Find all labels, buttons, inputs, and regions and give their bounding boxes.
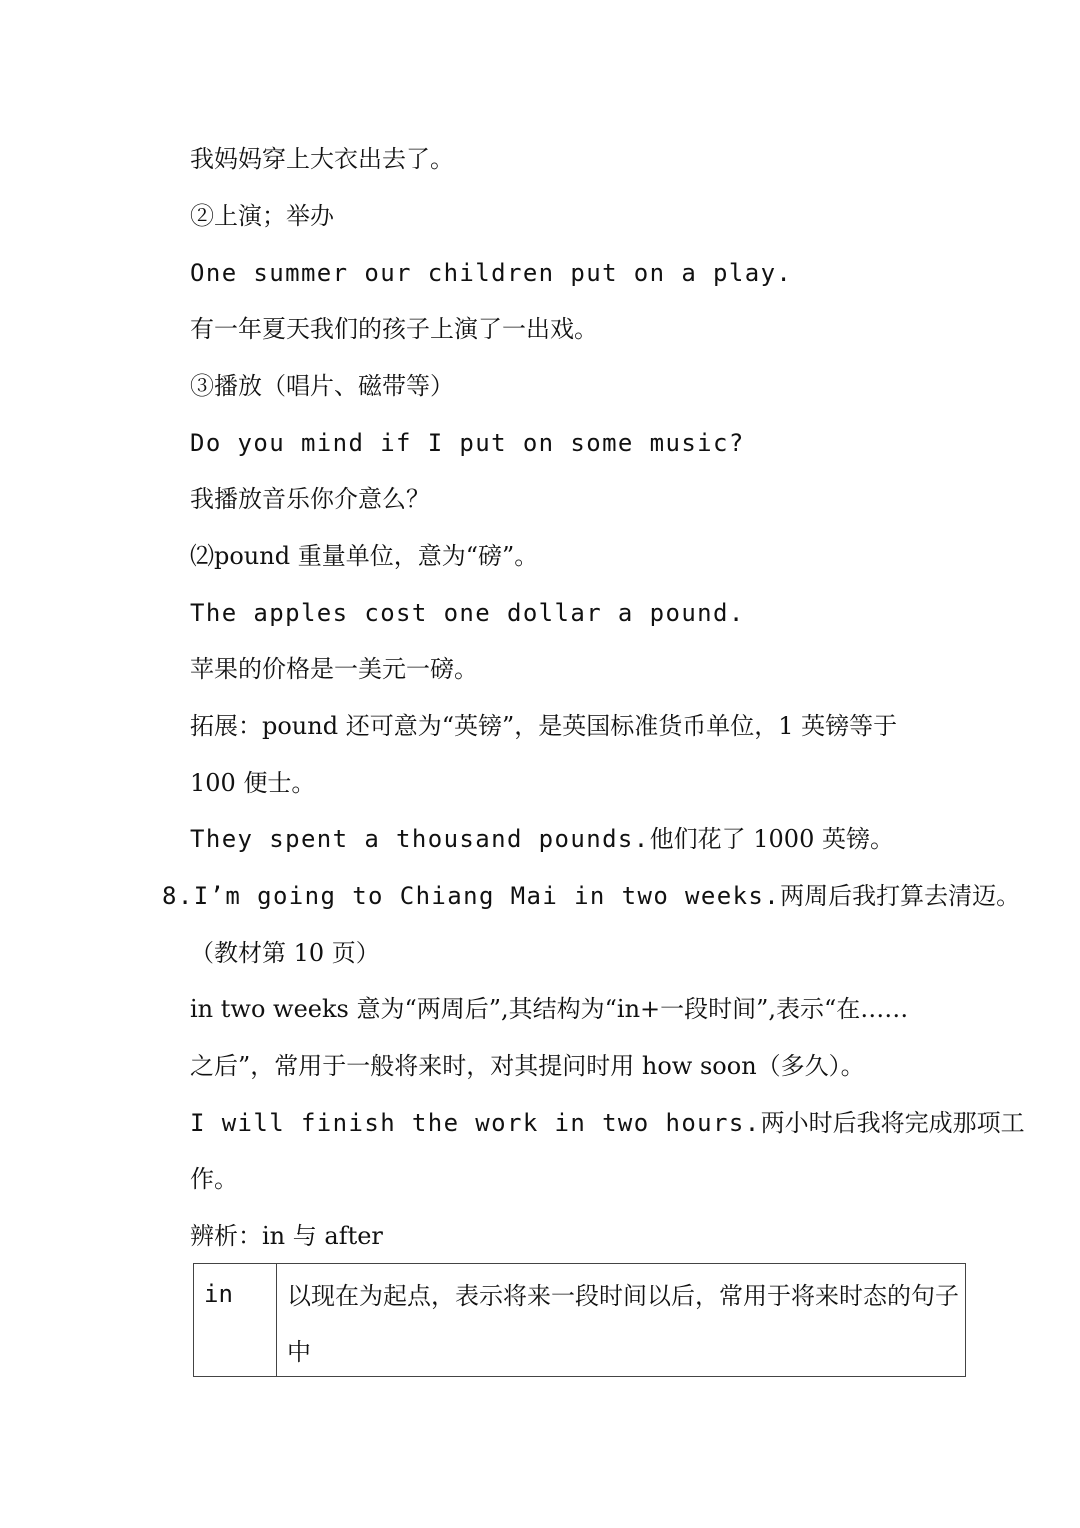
extension-note: 拓展：pound 还可意为“英镑”，是英国标准货币单位，1 英镑等于 xyxy=(190,712,898,740)
example-sentence xyxy=(190,1107,1025,1139)
textbook-reference: （教材第 10 页） xyxy=(190,939,380,967)
example-sentence-zh: 我播放音乐你介意么？ xyxy=(190,485,430,513)
example-sentence xyxy=(190,823,894,855)
item-sentence-en: 8.I’m going to Chiang Mai in two weeks. xyxy=(162,882,781,910)
example-sentence-zh: 两小时后我将完成那项工 xyxy=(760,1109,1025,1137)
example-sentence-en: I will finish the work in two hours. xyxy=(190,1109,761,1137)
example-sentence-en: The apples cost one dollar a pound. xyxy=(190,599,745,627)
extension-note-cont: 100 便士。 xyxy=(190,769,316,797)
example-sentence-en: They spent a thousand pounds. xyxy=(190,825,650,853)
text-line: 我妈妈穿上大衣出去了。 xyxy=(190,145,454,173)
example-sentence-en: Do you mind if I put on some music? xyxy=(190,429,745,457)
table-cell-description: 以现在为起点，表示将来一段时间以后，常用于将来时态的句子中 xyxy=(287,1282,959,1366)
comparison-table xyxy=(193,1263,966,1377)
item-sentence-zh: 两周后我打算去清迈。 xyxy=(780,882,1021,910)
sense-heading: ③播放（唱片、磁带等） xyxy=(190,372,454,400)
example-sentence-zh: 有一年夏天我们的孩子上演了一出戏。 xyxy=(190,315,598,343)
item-heading xyxy=(162,880,1020,912)
comparison-heading: 辨析：in 与 after xyxy=(190,1222,383,1250)
example-sentence-zh: 他们花了 1000 英镑。 xyxy=(649,825,894,853)
example-sentence-cont: 作。 xyxy=(190,1165,238,1193)
example-sentence-en: One summer our children put on a play. xyxy=(190,259,793,287)
explanation-text: in two weeks 意为“两周后”,其结构为“in+一段时间”,表示“在…… xyxy=(190,995,909,1023)
subsection-heading: ⑵pound 重量单位，意为“磅”。 xyxy=(190,542,539,570)
sense-heading: ②上演；举办 xyxy=(190,202,334,230)
explanation-text: 之后”，常用于一般将来时，对其提问时用 how soon（多久）。 xyxy=(190,1052,865,1080)
table-cell-term: in xyxy=(194,1264,277,1376)
example-sentence-zh: 苹果的价格是一美元一磅。 xyxy=(190,655,478,683)
